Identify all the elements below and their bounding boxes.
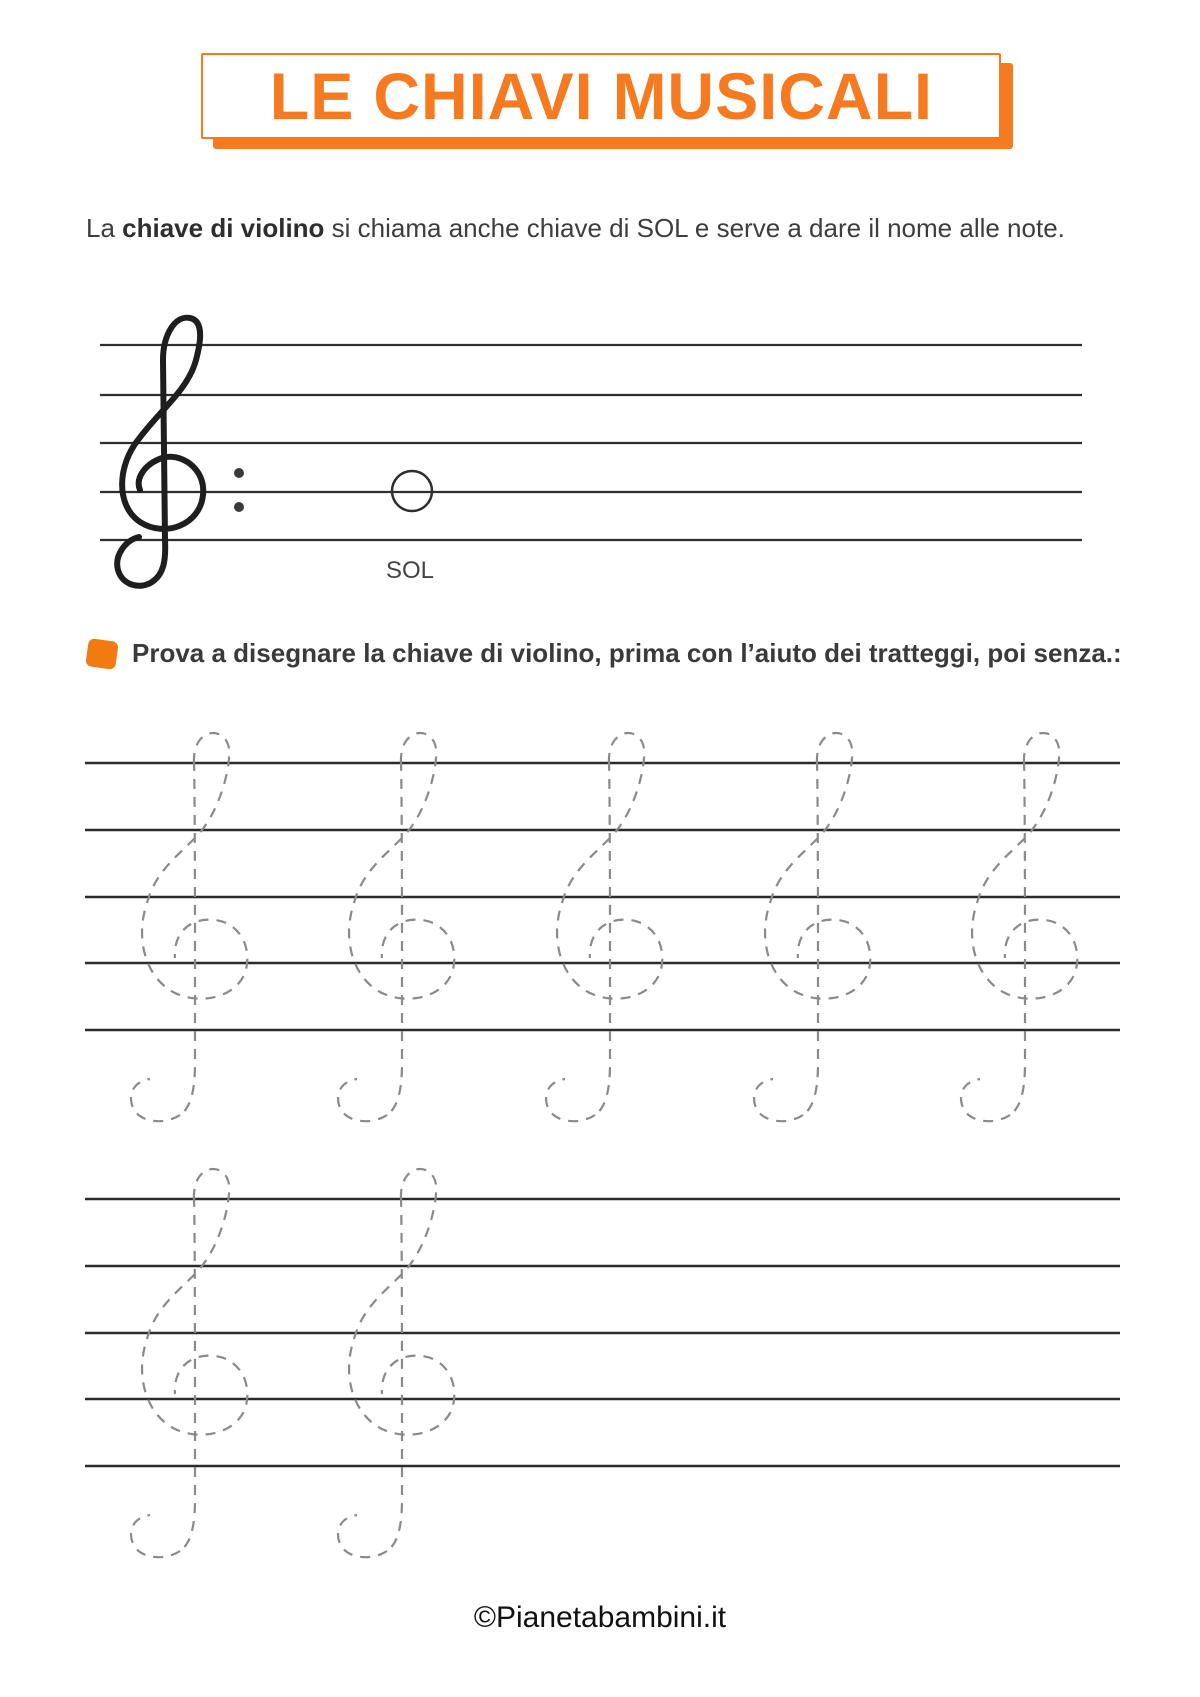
dashed-treble-clef-icon bbox=[338, 733, 454, 1121]
intro-prefix: La bbox=[86, 213, 123, 243]
dashed-treble-clef-icon bbox=[338, 1169, 454, 1557]
note-label: SOL bbox=[386, 557, 435, 584]
intro-suffix: si chiama anche chiave di SOL e serve a dare il nome alle note. bbox=[324, 213, 1065, 243]
dashed-treble-clef-icon bbox=[961, 733, 1077, 1121]
practice-staff-2 bbox=[85, 1169, 1120, 1557]
footer-copyright: ©Pianetabambini.it bbox=[473, 1601, 727, 1634]
practice-staff-1 bbox=[85, 733, 1120, 1121]
dashed-treble-clef-icon bbox=[546, 733, 662, 1121]
dashed-treble-clef-icon bbox=[131, 733, 247, 1121]
intro-bold-term: chiave di violino bbox=[122, 213, 325, 243]
page-title: LE CHIAVI MUSICALI bbox=[269, 59, 933, 133]
dashed-treble-clef-icon bbox=[754, 733, 870, 1121]
exercise-instruction: Prova a disegnare la chiave di violino, prima con l’aiuto dei tratteggi, poi senza.: bbox=[132, 638, 1122, 668]
dashed-treble-clef-icon bbox=[131, 1169, 247, 1557]
